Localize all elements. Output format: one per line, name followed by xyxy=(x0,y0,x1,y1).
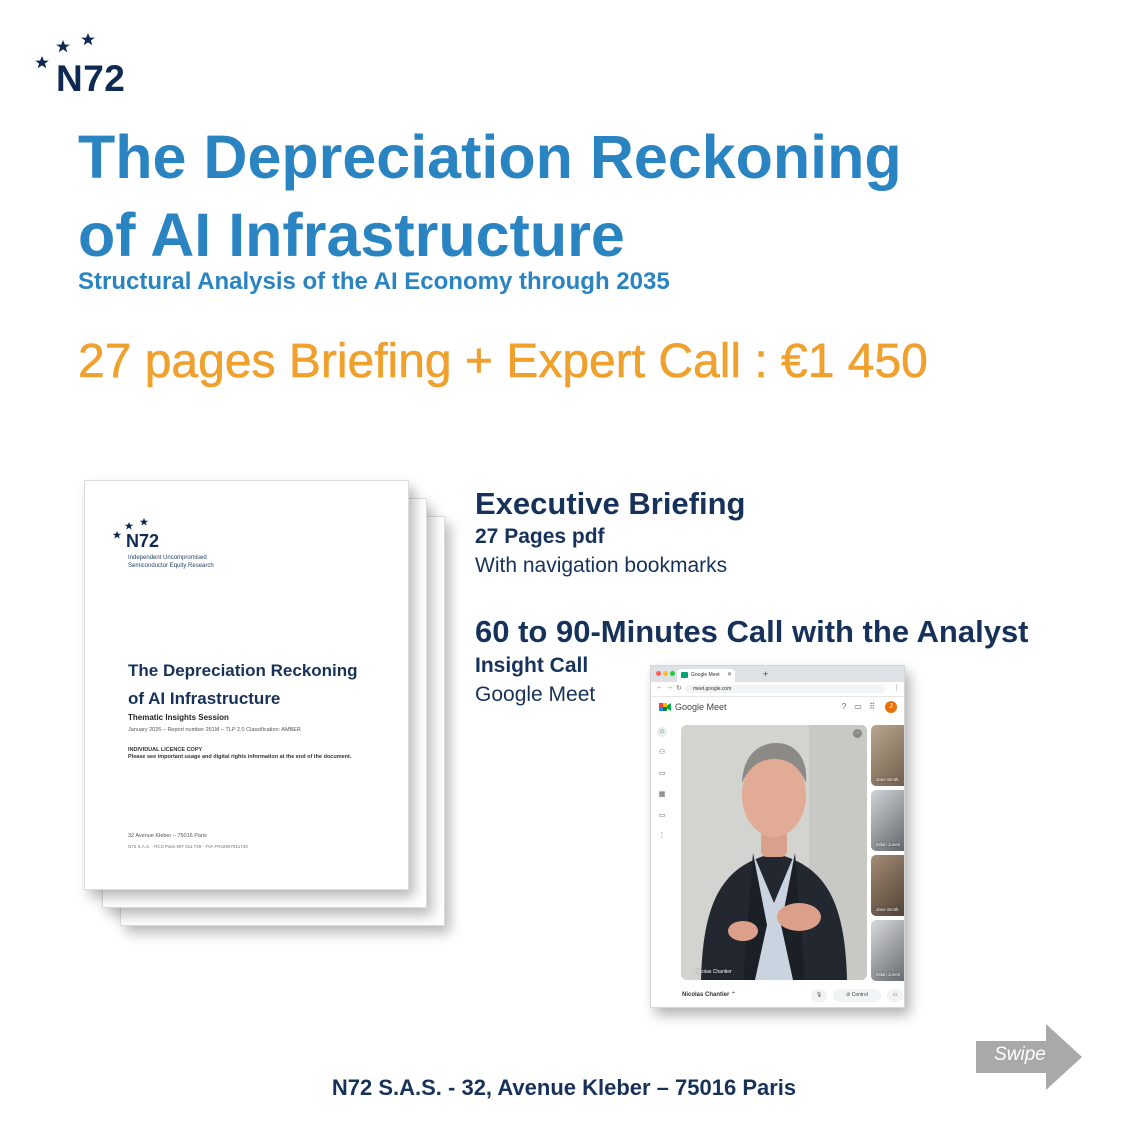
doc-tagline-line-1: Independent Uncompromised xyxy=(128,555,207,561)
tab-label: Google Meet xyxy=(691,672,720,678)
doc-licence-title: INDIVIDUAL LICENCE COPY xyxy=(128,747,203,753)
participant-tile[interactable] xyxy=(871,855,905,916)
doc-logo xyxy=(113,517,193,557)
briefing-note: With navigation bookmarks xyxy=(475,554,728,577)
url-text: meet.google.com xyxy=(693,686,732,692)
video-call-icon[interactable]: ▭ xyxy=(658,770,666,777)
home-icon[interactable]: ⌂ xyxy=(657,727,667,737)
doc-legal: N72 S.A.S. - RCS Paris 997 911 749 - TVA FR42997911749 xyxy=(128,844,248,849)
title-line-1: The Depreciation Reckoning xyxy=(78,123,902,191)
new-tab-icon[interactable]: + xyxy=(763,669,769,679)
google-meet-logo-icon xyxy=(659,702,671,712)
doc-title-line-2: of AI Infrastructure xyxy=(128,689,281,708)
main-video-feed xyxy=(681,725,867,980)
briefing-detail: 27 Pages pdf xyxy=(475,525,605,548)
call-detail: Insight Call xyxy=(475,654,589,677)
camera-icon[interactable]: ▭ xyxy=(658,812,666,819)
doc-session: Thematic Insights Session xyxy=(128,713,229,722)
browser-nav-bar xyxy=(651,682,904,697)
video-options-icon[interactable]: ⋯ xyxy=(855,730,860,736)
call-heading: 60 to 90-Minutes Call with the Analyst xyxy=(475,614,1029,649)
brand-logo xyxy=(34,32,144,98)
feedback-icon[interactable]: ▭ xyxy=(854,702,862,711)
doc-title xyxy=(128,657,398,713)
doc-address: 32 Avenue Kleber – 75016 Paris xyxy=(128,833,207,839)
participant-name: Jane Smith xyxy=(876,777,899,782)
title-line-2: of AI Infrastructure xyxy=(78,201,625,269)
participant-name: Jane Smith xyxy=(876,907,899,912)
meet-favicon-icon xyxy=(681,672,688,678)
address-bar[interactable] xyxy=(685,685,885,693)
participant-name: Milan Jones xyxy=(876,842,901,847)
self-name[interactable]: Nicolas Chantier ⌃ xyxy=(682,992,737,998)
browser-menu-icon[interactable]: ⋮ xyxy=(893,685,900,692)
participant-tile[interactable] xyxy=(871,725,905,786)
account-avatar[interactable]: J xyxy=(885,701,897,713)
browser-tab-bar xyxy=(651,666,904,682)
tab-close-icon[interactable]: ✕ xyxy=(727,672,733,678)
forward-icon[interactable]: → xyxy=(666,684,673,691)
page-title xyxy=(78,118,1078,274)
self-name-text: Nicolas Chantier xyxy=(682,992,730,998)
doc-meta: January 2026 – Report number 261M – TLP 2.0 Classification: AMBER xyxy=(128,727,301,733)
doc-licence xyxy=(128,747,388,761)
participant-name: Milan Jones xyxy=(876,972,901,977)
back-icon[interactable]: ← xyxy=(656,684,663,691)
price-offer: 27 pages Briefing + Expert Call : €1 450 xyxy=(78,335,928,388)
footer-address: N72 S.A.S. - 32, Avenue Kleber – 75016 Paris xyxy=(331,1075,797,1100)
people-icon[interactable]: ⚇ xyxy=(658,749,666,756)
doc-title-line-1: The Depreciation Reckoning xyxy=(128,661,358,680)
main-speaker-name: Nicolas Chantier xyxy=(695,969,732,975)
meet-app-title: Google Meet xyxy=(675,702,727,712)
meet-bottom-bar xyxy=(651,986,904,1007)
meet-app-bar xyxy=(651,697,904,719)
swipe-label: Swipe xyxy=(994,1044,1046,1065)
apps-grid-icon[interactable]: ⠿ xyxy=(869,702,875,711)
control-button[interactable]: ⊘ Control xyxy=(833,989,881,1002)
maximize-window-icon[interactable] xyxy=(670,671,675,676)
doc-tagline xyxy=(128,555,268,570)
speaker-video xyxy=(681,725,867,980)
page-subtitle: Structural Analysis of the AI Economy through 2035 xyxy=(78,268,670,295)
more-options-icon[interactable]: ⋮ xyxy=(658,832,666,839)
reload-icon[interactable]: ↻ xyxy=(676,685,682,692)
call-note: Google Meet xyxy=(475,683,596,706)
help-icon[interactable]: ? xyxy=(841,702,847,711)
document-cover xyxy=(84,480,409,890)
doc-wordmark: N72 xyxy=(126,531,160,551)
participant-tile[interactable] xyxy=(871,790,905,851)
camera-toggle-icon[interactable]: ▭ xyxy=(887,989,903,1002)
minimize-window-icon[interactable] xyxy=(663,671,668,676)
calendar-icon[interactable]: ▦ xyxy=(658,791,666,798)
close-window-icon[interactable] xyxy=(656,671,661,676)
microphone-icon[interactable]: 🎙 xyxy=(811,989,827,1002)
doc-tagline-line-2: Semiconductor Equity Research xyxy=(128,562,214,569)
brand-wordmark: N72 xyxy=(56,58,126,99)
browser-tab[interactable] xyxy=(677,669,735,682)
control-label: Control xyxy=(851,992,868,998)
doc-licence-text: Please see important usage and digital rights information at the end of the document. xyxy=(128,754,352,760)
briefing-heading: Executive Briefing xyxy=(475,486,746,521)
participant-tile[interactable] xyxy=(871,920,905,981)
meet-window xyxy=(650,665,905,1008)
